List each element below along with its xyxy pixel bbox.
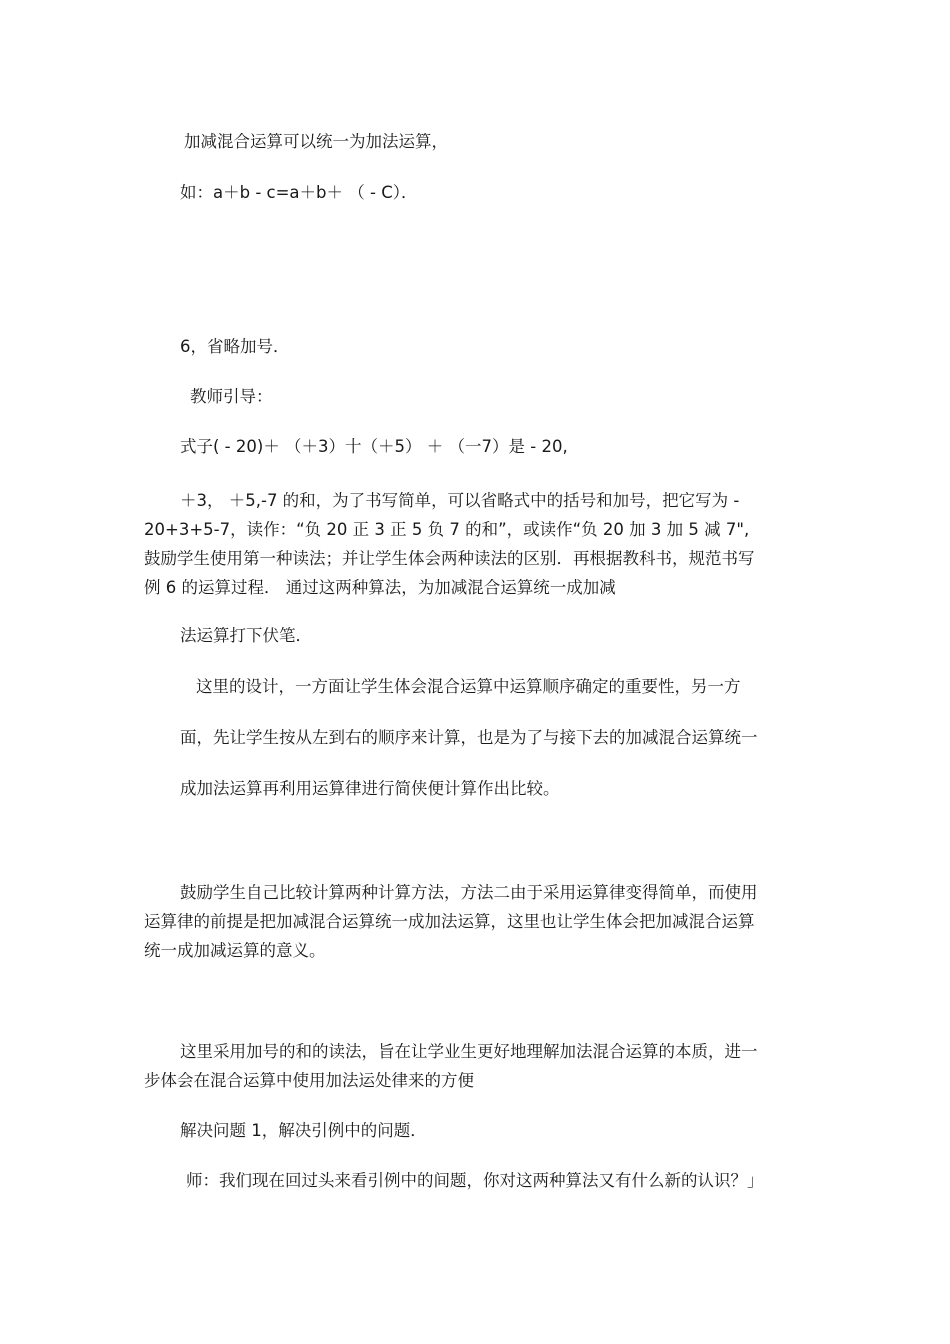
paragraph-line: 鼓励学生自己比较计算两种计算方法，方法二由于采用运算律变得简单，而使用 [180, 883, 758, 902]
paragraph-line: 例 6 的运算过程． 通过这两种算法，为加减混合运算统一成加减 [144, 578, 616, 597]
paragraph-solve-problem: 解决问题 1，解决引例中的问题． [180, 1121, 427, 1140]
paragraph-foreshadow: 法运算打下伏笔． [180, 626, 312, 645]
paragraph-design-note-3: 成加法运算再利用运算律进行简侠便计算作出比较。 [180, 779, 560, 798]
paragraph-example-formula: 如：a＋b - c=a＋b＋ （ - C）． [180, 183, 418, 202]
paragraph-expression: 式子( - 20)＋ （＋3）十（＋5） ＋ （一7）是 - 20, [180, 437, 568, 456]
paragraph-line: 步体会在混合运算中使用加法运处律来的方便 [144, 1071, 474, 1090]
paragraph-omit-explanation [144, 486, 804, 602]
paragraph-design-note-1: 这里的设计，一方面让学生体会混合运算中运算顺序确定的重要性，另一方 [196, 677, 741, 696]
paragraph-line: ＋3， ＋5,-7 的和，为了书写简单，可以省略式中的括号和加号，把它写为 - [180, 491, 740, 510]
paragraph-line: 这里采用加号的和的读法，旨在让学业生更好地理解加法混合运算的本质，进一 [180, 1042, 758, 1061]
paragraph-compare-methods [144, 878, 804, 965]
paragraph-line: 鼓励学生使用第一种读法；并让学生体会两种读法的区别．再根据教科书，规范书写 [144, 549, 755, 568]
paragraph-addition-rule: 加减混合运算可以统一为加法运算， [184, 132, 448, 151]
section-heading-omit-plus: 6，省略加号． [180, 337, 290, 356]
paragraph-line: 20+3+5-7，读作：“负 20 正 3 正 5 负 7 的和”，或读作“负 20 加 3 加 5 减 7", [144, 520, 750, 539]
paragraph-design-note-2: 面，先让学生按从左到右的顺序来计算，也是为了与接下去的加减混合运算统一 [180, 728, 758, 747]
paragraph-line: 统一成加减运算的意义。 [144, 941, 326, 960]
paragraph-teacher-question: 师：我们现在回过头来看引例中的间题，你对这两种算法又有什么新的认识？」 [186, 1171, 764, 1190]
paragraph-reading-method [144, 1037, 804, 1095]
paragraph-line: 运算律的前提是把加减混合运算统一成加法运算，这里也让学生体会把加减混合运算 [144, 912, 755, 931]
paragraph-teacher-guide: 教师引导： [190, 387, 273, 406]
